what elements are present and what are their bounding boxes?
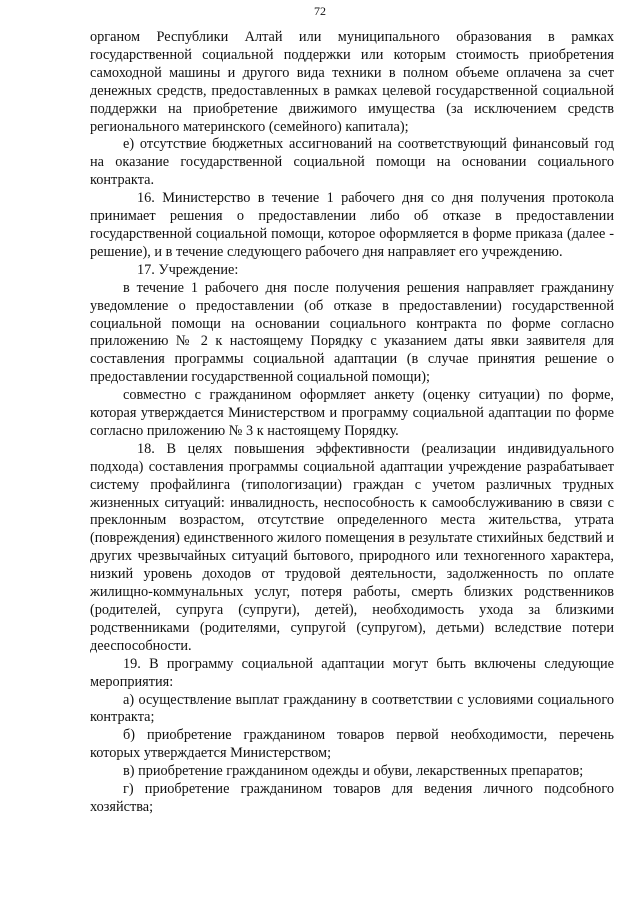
paragraph-19-d: г) приобретение гражданином товаров для ведения личного подсобного хозяйства; <box>90 781 614 815</box>
paragraph-19: 19. В программу социальной адаптации могут быть включены следующие мероприятия: <box>90 655 614 690</box>
paragraph-17-first: в течение 1 рабочего дня после получения решения направляет гражданину уведомление о предоставлении (об отказе в предоставлении) государственной социальной помощи на основании социального контракта по форме согласно приложению № 2 к настоящему Порядку с указанием даты явки заявителя для составления программы социальной адаптации (в случае принятия решение о предоставлении государственной социальной помощи); <box>90 279 614 386</box>
paragraph-19-c: в) приобретение гражданином одежды и обуви, лекарственных препаратов; <box>123 763 584 780</box>
paragraph-19-b: б) приобретение гражданином товаров первой необходимости, перечень которых утверждается Министерством; <box>90 727 614 762</box>
paragraph-16: 16. Министерство в течение 1 рабочего дня со дня получения протокола принимает решения о предоставлении либо об отказе в предоставлении государственной социальной помощи, которое оформляется в форме приказа (далее - решение), и в течение следующего рабочего дня направляет его учреждению. <box>90 190 614 260</box>
page-number: 72 <box>314 4 326 18</box>
paragraph-17: 17. Учреждение: <box>137 261 239 278</box>
paragraph-item-e: е) отсутствие бюджетных ассигнований на соответствующий финансовый год на оказание государственной социальной помощи на основании социального контракта. <box>90 136 614 189</box>
paragraph-19-a: а) осуществление выплат гражданину в соответствии с условиями социального контракта; <box>90 691 614 726</box>
paragraph-17-second: совместно с гражданином оформляет анкету (оценку ситуации) по форме, которая утверждается Министерством и программу социальной адаптации по форме согласно приложению № 3 к настоящему Порядку. <box>90 387 614 439</box>
paragraph-continuation: органом Республики Алтай или муниципального образования в рамках государственной социальной поддержки или которым стоимость приобретения самоходной машины и другого вида техники в полном объеме оплачена за счет денежных средств, предоставленных в рамках целевой государственной социальной поддержки на приобретение движимого имущества (за исключением средств регионального материнского (семейного) капитала); <box>90 29 614 135</box>
paragraph-18: 18. В целях повышения эффективности (реализации индивидуального подхода) составления программы социальной адаптации учреждение разрабатывает систему профайлинга (типологизации) граждан с учетом различных трудных жизненных ситуаций: инвалидность, неспособность к самообслуживанию в связи с преклонным возрастом, отсутствие определенного места жительства, утрата (повреждения) единственного жилого помещения в результате стихийных бедствий и других чрезвычайных ситуаций бытового, природного или техногенного характера, низкий уровень доходов от трудовой деятельности, задолженность по оплате жилищно-коммунальных услуг, потеря работы, смерть близких родственников (родителей, супруга (супруги), детей), необходимость ухода за близкими родственниками (родителями, супругой (супругом), детьми) вследствие потери дееспособности. <box>90 440 614 654</box>
document-body <box>90 29 614 817</box>
